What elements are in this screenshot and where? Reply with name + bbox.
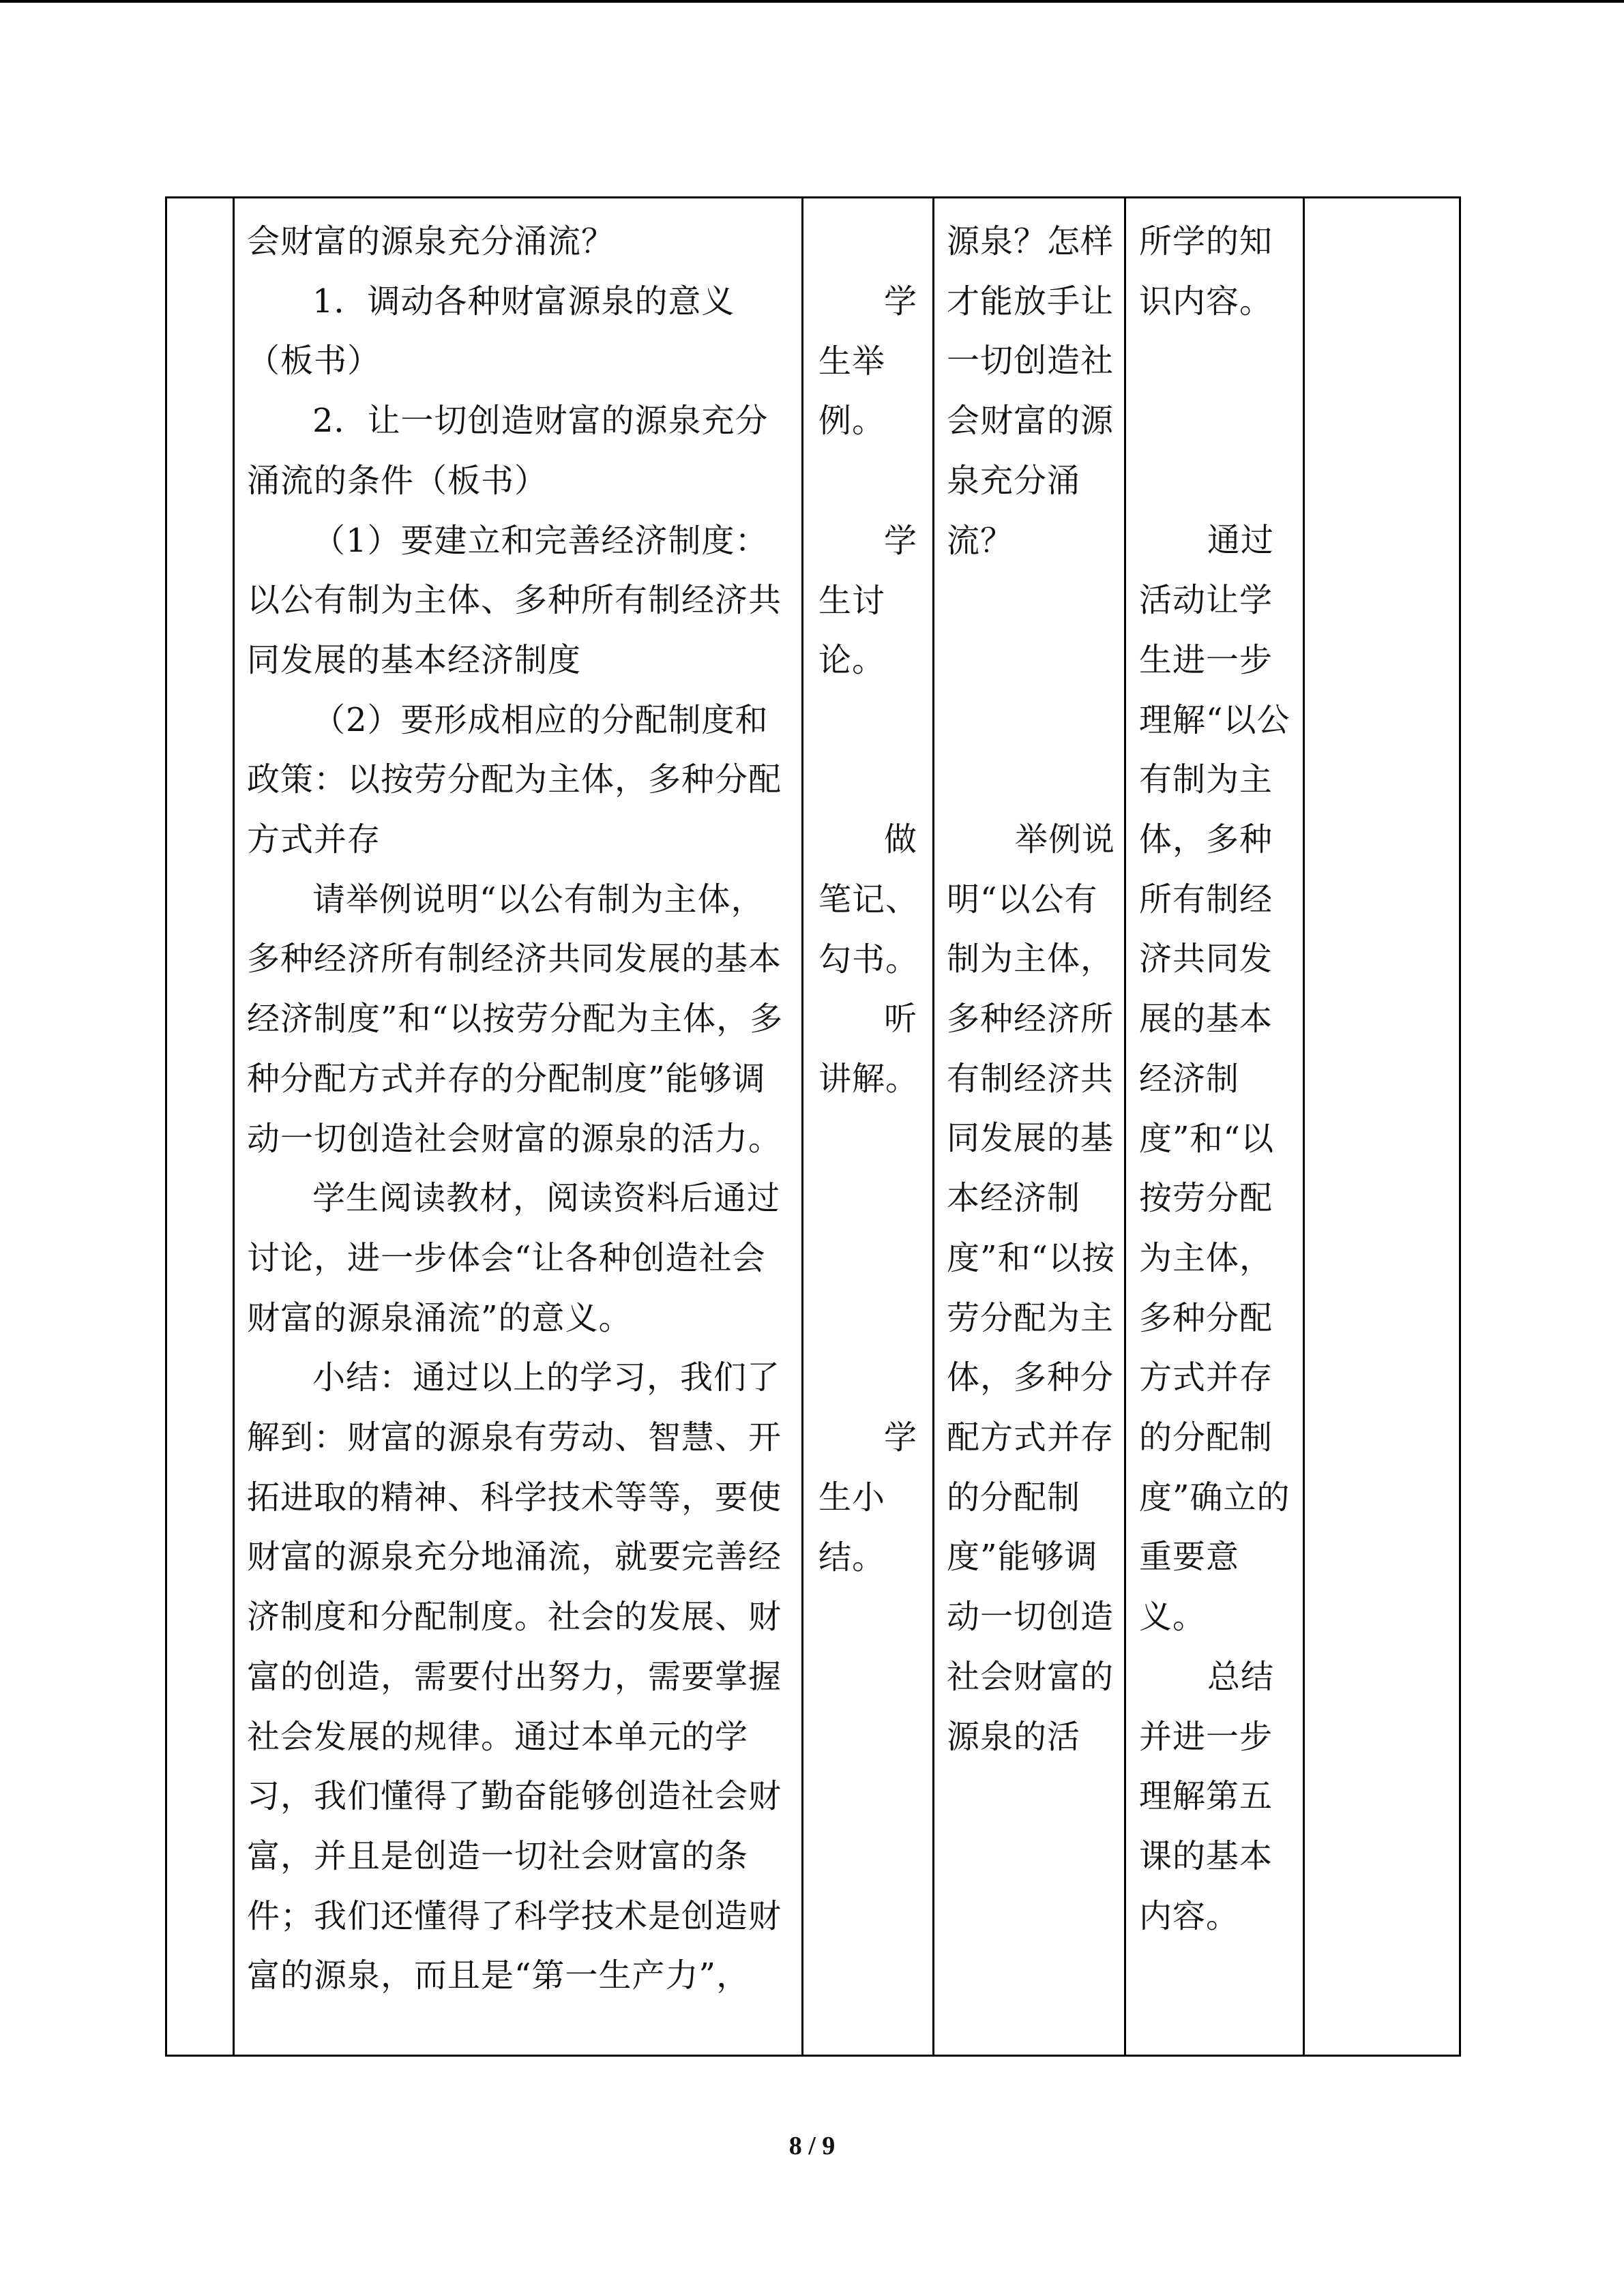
content-paragraph: 请举例说明“以公有制为主体，多种经济所有制经济共同发展的基本经济制度”和“以按劳分配为主体，多种分配方式并存的分配制度”能够调动一切创造社会财富的源泉的活力。	[247, 880, 784, 1158]
activity-note: 做笔记、勾书。	[818, 820, 919, 979]
student-activity-column	[818, 198, 931, 2055]
page-number: 8 / 9	[788, 2132, 836, 2160]
column-divider	[932, 198, 934, 2055]
purpose-text: 总结并进一步理解第五课的基本内容。	[1139, 1657, 1275, 1935]
remarks-column	[1305, 198, 1461, 2055]
teacher-activity-column	[947, 198, 1124, 2055]
top-border-rule	[0, 0, 1624, 3]
content-paragraph: 小结：通过以上的学习，我们了解到：财富的源泉有劳动、智慧、开拓进取的精神、科学技术等等，要使财富的源泉充分地涌流，就要完善经济制度和分配制度。社会的发展、财富的创造，需要付出努力，需要掌握社会发展的规律。通过本单元的学习，我们懂得了勤奋能够创造社会财富，并且是创造一切社会财富的条件；我们还懂得了科学技术是创造财富的源泉，而且是“第一生产力”，	[247, 1358, 782, 1995]
lesson-plan-table	[165, 196, 1461, 2057]
activity-note: 学生举例。	[818, 282, 918, 441]
teaching-content-column	[247, 198, 793, 2055]
content-paragraph: 学生阅读教材，阅读资料后通过讨论，进一步体会“让各种创造社会财富的源泉涌流”的意义。	[247, 1179, 781, 1337]
content-paragraph: 会财富的源泉充分涌流？	[247, 222, 615, 260]
column-divider	[801, 198, 803, 2055]
activity-note: 学生小结。	[818, 1418, 918, 1577]
content-paragraph: 1．调动各种财富源泉的意义（板书）	[247, 282, 735, 381]
purpose-text: 通过活动让学生进一步理解“以公有制为主体，多种所有制经济共同发展的基本经济制度”和“以按劳分配为主体，多种分配方式并存的分配制度”确立的重要意义。	[1139, 521, 1290, 1637]
column-divider	[1124, 198, 1126, 2055]
activity-note: 听讲解。	[818, 1000, 919, 1099]
activity-note: 学生讨论。	[818, 521, 918, 680]
content-paragraph: （1）要建立和完善经济制度：以公有制为主体、多种所有制经济共同发展的基本经济制度	[247, 521, 782, 679]
stage-column	[167, 198, 233, 2055]
question-text: 举例说明“以公有制为主体，多种经济所有制经济共同发展的基本经济制度”和“以按劳分配为主体，多种分配方式并存的分配制度”能够调动一切创造社会财富的源泉的活	[947, 820, 1116, 1756]
content-paragraph: 2．让一切创造财富的源泉充分涌流的条件（板书）	[247, 402, 769, 500]
content-paragraph: （2）要形成相应的分配制度和政策：以按劳分配为主体，多种分配方式并存	[247, 700, 782, 859]
design-purpose-column	[1139, 198, 1303, 2055]
question-text: 源泉？怎样才能放手让一切创造社会财富的源泉充分涌流？	[947, 222, 1114, 560]
column-divider	[233, 198, 235, 2055]
purpose-text: 所学的知识内容。	[1139, 222, 1273, 320]
